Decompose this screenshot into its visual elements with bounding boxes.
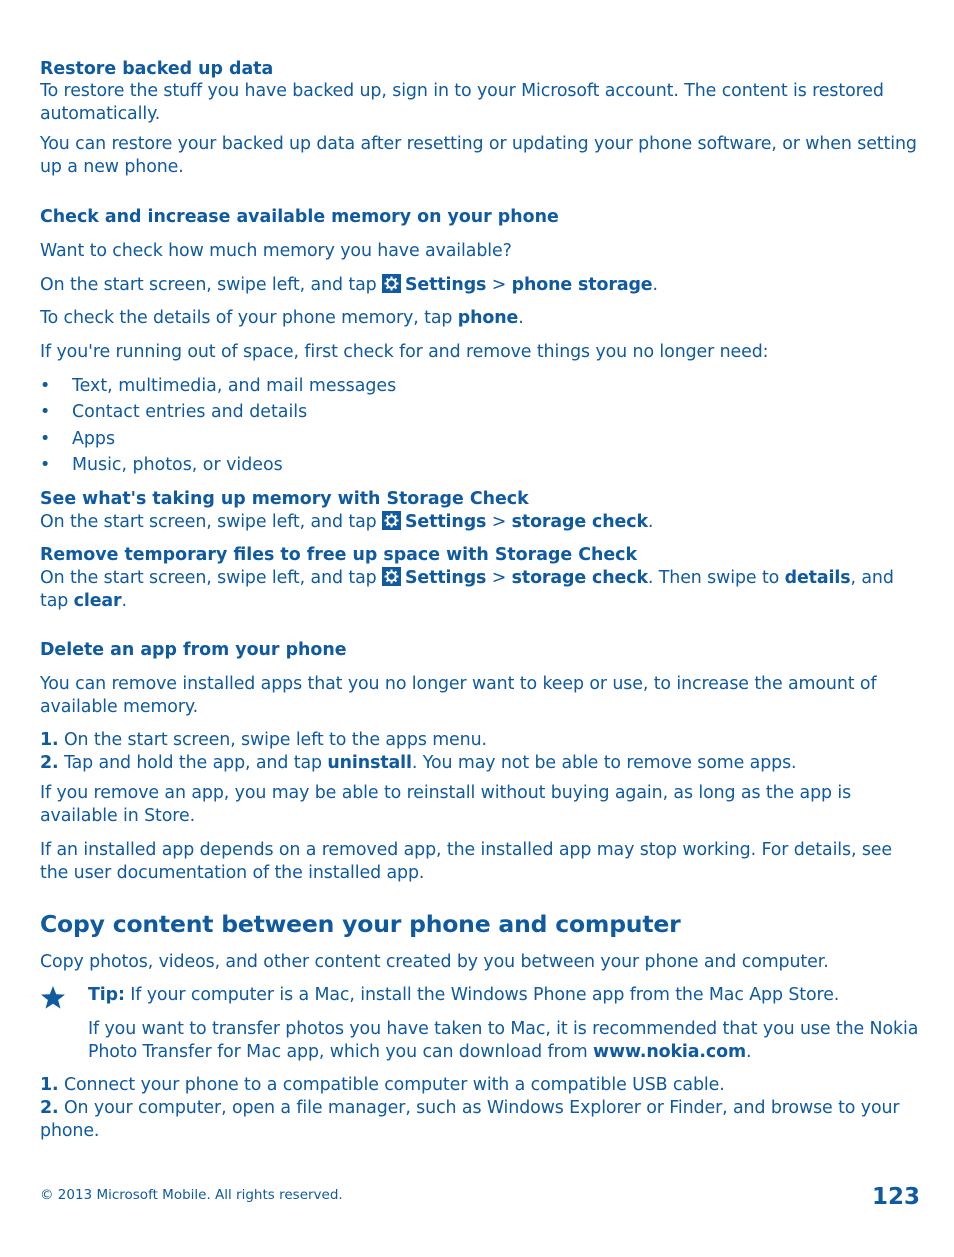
gear-icon [382, 274, 401, 293]
storage-check-paragraph: On the start screen, swipe left, and tap Settings > storage check. [40, 512, 654, 532]
memory-paragraph-3: To check the details of your phone memory, tap phone. [40, 308, 524, 328]
copy-step-2: 2. On your computer, open a file manager, such as Windows Explorer or Finder, and browse to your phone. [40, 1098, 900, 1141]
star-icon [40, 985, 66, 1014]
restore-paragraph-2: You can restore your backed up data after resetting or updating your phone software, or when setting up a new phone. [40, 134, 917, 177]
restore-paragraph-1: To restore the stuff you have backed up, sign in to your Microsoft account. The content is restored automatically. [40, 81, 884, 124]
clear-label: clear [73, 590, 122, 611]
settings-label: Settings [405, 568, 487, 588]
delete-app-step-2: 2. Tap and hold the app, and tap uninstall. You may not be able to remove some apps. [40, 753, 797, 773]
temp-files-paragraph: On the start screen, swipe left, and tap Settings > storage check. Then swipe to details, and tap clear. [40, 568, 894, 611]
delete-app-paragraph-1: You can remove installed apps that you no longer want to keep or use, to increase the amount of available memory. [40, 674, 877, 717]
heading-temp-files: Remove temporary files to free up space with Storage Check [40, 545, 638, 565]
memory-paragraph-4: If you're running out of space, first check for and remove things you no longer need: [40, 342, 769, 362]
memory-paragraph-2: On the start screen, swipe left, and tap Settings > phone storage. [40, 275, 658, 295]
storage-check-label: storage check [511, 512, 648, 532]
settings-label: Settings [405, 512, 487, 532]
nokia-link[interactable]: www.nokia.com [593, 1041, 746, 1062]
delete-app-step-1: 1. On the start screen, swipe left to the apps menu. [40, 730, 487, 750]
copy-step-1: 1. Connect your phone to a compatible computer with a compatible USB cable. [40, 1075, 725, 1095]
uninstall-label: uninstall [327, 753, 412, 773]
heading-copy-content: Copy content between your phone and computer [40, 910, 681, 938]
heading-restore: Restore backed up data [40, 59, 274, 79]
copy-paragraph-1: Copy photos, videos, and other content created by you between your phone and computer. [40, 952, 829, 972]
gear-icon [382, 511, 401, 530]
heading-storage-check: See what's taking up memory with Storage Check [40, 489, 529, 509]
heading-delete-app: Delete an app from your phone [40, 640, 347, 660]
copyright-notice: © 2013 Microsoft Mobile. All rights reserved. [40, 1187, 343, 1203]
delete-app-paragraph-2: If you remove an app, you may be able to reinstall without buying again, as long as the app is available in Store. [40, 783, 852, 826]
tip-paragraph: Tip: If your computer is a Mac, install the Windows Phone app from the Mac App Store. [88, 985, 840, 1005]
phone-storage-label: phone storage [511, 275, 653, 295]
phone-label: phone [457, 308, 519, 328]
settings-label: Settings [405, 275, 487, 295]
storage-check-label: storage check [511, 568, 648, 588]
memory-paragraph-1: Want to check how much memory you have available? [40, 241, 512, 261]
gear-icon [382, 567, 401, 586]
details-label: details [784, 568, 851, 588]
page-number: 123 [872, 1184, 921, 1210]
delete-app-paragraph-3: If an installed app depends on a removed app, the installed app may stop working. For details, see the user documentation of the installed app. [40, 840, 893, 883]
tip-label: Tip: [88, 985, 125, 1005]
heading-memory: Check and increase available memory on your phone [40, 207, 559, 227]
tip-paragraph-2: If you want to transfer photos you have taken to Mac, it is recommended that you use the Nokia Photo Transfer for Mac app, which you can download from www.nokia.com. [88, 1019, 919, 1062]
